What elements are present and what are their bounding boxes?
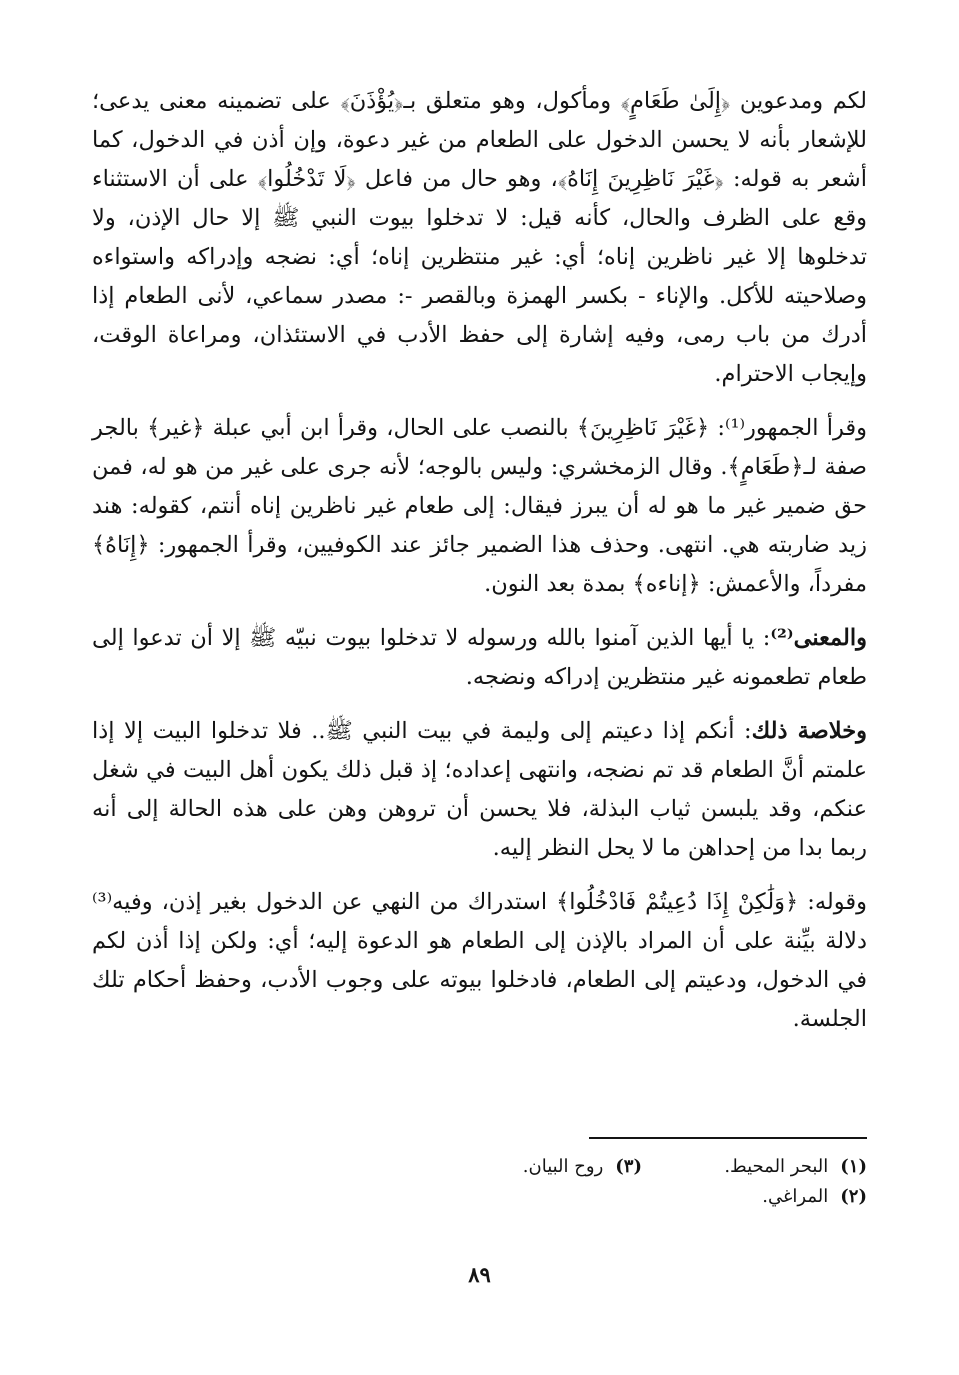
paragraph-1-text: لكم ومدعوين ﴿إِلَىٰ طَعَامٍ﴾ ومأكول، وهو متعلق بـ﴿يُؤْذَنَ﴾ على تضمينه معنى يدعى؛ للإشعار بأنه لا يحسن الدخول على الطعام من غير دعوة، وإن أذن في الدخول، كما أشعر به قوله: ﴿غَيْرَ نَاظِرِينَ إِنَاهُ﴾، وهو حال من فاعل ﴿لَا تَدْخُلُوا﴾ على أن الاستثناء وقع على الظرف والحال، كأنه قيل: لا تدخلوا بيوت النبي ﷺ إلا حال الإذن، ولا تدخلوها إلا غير ناظرين إناه؛ أي: غير منتظرين إناه؛ أي: نضجه وإدراكه واستواءه وصلاحيته للأكل. والإناء - بكسر الهمزة وبالقصر -: مصدر سماعي، لأنى الطعام إذا أدرك من باب رمى، وفيه إشارة إلى حفظ الأدب في الاستئذان، ومراعاة الوقت، وإيجاب الاحترام. [92, 88, 867, 387]
footnote-1 [642, 1152, 867, 1182]
paragraph-1 [92, 82, 867, 394]
page-number: ٨٩ [468, 1262, 491, 1287]
footnote-separator [589, 1137, 867, 1139]
footnote-3-text: روح البيان. [522, 1156, 604, 1177]
footnote-2 [642, 1182, 867, 1212]
paragraph-3-lead: والمعنى⁽²⁾ [770, 625, 867, 651]
footnote-2-text: المراغي. [762, 1186, 829, 1207]
footnote-2-number: (٢) [840, 1186, 867, 1207]
paragraph-3 [92, 619, 867, 697]
paragraph-2-text: وقرأ الجمهور⁽¹⁾: ﴿غَيْرَ نَاظِرِينَ﴾ بالنصب على الحال، وقرأ ابن أبي عبلة ﴿غير﴾ بالجر صفة لـ﴿طَعَامٍ﴾. وقال الزمخشري: وليس بالوجه؛ لأنه جرى على غير من هو له، فمن حق ضمير غير ما هو له أن يبرز فيقال: إلى طعام غير ناظرين إناه أنتم، كقوله: هند زيد ضاربته هي. انتهى. وحذف هذا الضمير جائز عند الكوفيين، وقرأ الجمهور: ﴿إِنَاهُ﴾ مفرداً، والأعمش: ﴿إناءه﴾ بمدة بعد النون. [92, 415, 867, 597]
paragraph-5 [92, 883, 867, 1039]
footnote-row-2 [300, 1182, 867, 1212]
footnotes [300, 1152, 867, 1212]
paragraph-5-text: وقوله: ﴿وَلَٰكِنْ إِذَا دُعِيتُمْ فَادْخُلُوا﴾ استدراك من النهي عن الدخول بغير إذن، وفيه⁽³⁾ دلالة بيِّنة على أن المراد بالإذن إلى الطعام هو الدعوة إليه؛ أي: ولكن إذا أذن لكم في الدخول، ودعيتم إلى الطعام، فادخلوا بيوته على وجوب الأدب، وحفظ أحكام تلك الجلسة. [92, 889, 867, 1032]
paragraph-3-text: : يا أيها الذين آمنوا بالله ورسوله لا تدخلوا بيوت نبيّه ﷺ إلا أن تدعوا إلى طعام تطعمونه غير منتظرين إدراكه ونضجه. [92, 625, 867, 690]
footnote-1-text: البحر المحيط. [724, 1156, 829, 1177]
footnote-3 [417, 1152, 642, 1182]
paragraph-4-text: : أنكم إذا دعيتم إلى وليمة في بيت النبي ﷺ.. فلا تدخلوا البيت إلا إذا علمتم أنَّ الطعام قد تم نضجه، وانتهى إعداده؛ إذ قبل ذلك يكون أهل البيت في شغل عنكم، وقد يلبسن ثياب البذلة، فلا يحسن أن تروهن وهن على هذه الحالة إلى أنه ربما بدا من إحداهن ما لا يحل النظر إليه. [92, 718, 867, 861]
paragraph-4 [92, 712, 867, 868]
paragraph-2 [92, 409, 867, 604]
footnote-1-number: (١) [840, 1156, 867, 1177]
footnote-row-1 [300, 1152, 867, 1182]
main-text [92, 82, 867, 1039]
footnote-3-number: (٣) [615, 1156, 642, 1177]
paragraph-4-lead: وخلاصة ذلك [751, 718, 867, 744]
